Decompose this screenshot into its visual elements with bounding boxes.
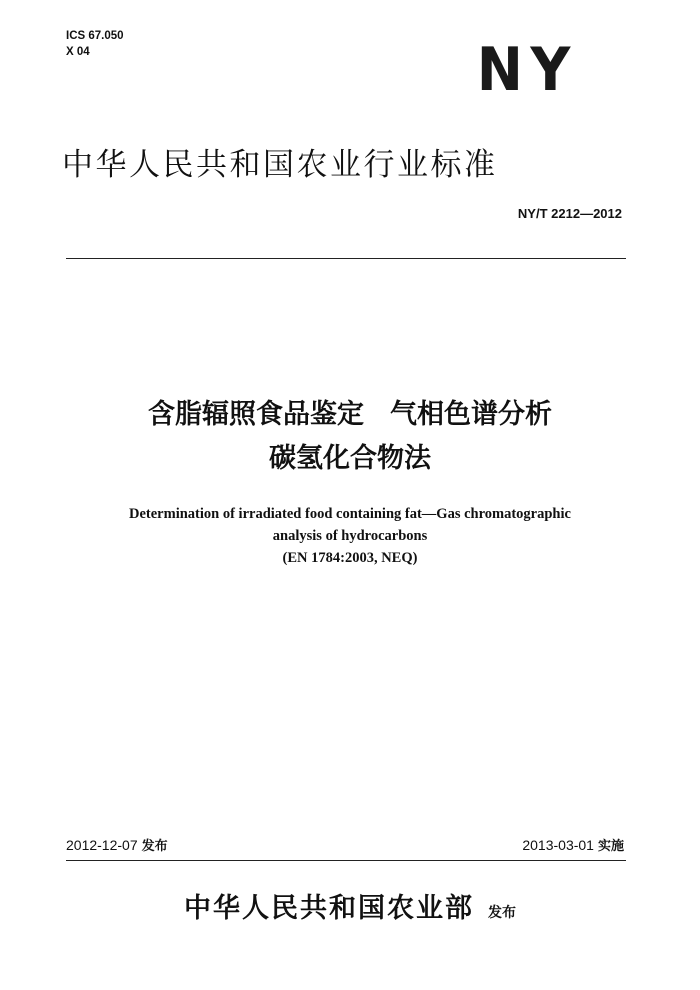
implement-label: 实施 [597,839,624,854]
english-title-line-1: Determination of irradiated food containing fat—Gas chromatographic [129,506,571,522]
issuer-block [0,886,700,925]
issuer-org: 中华人民共和国农业部 [184,893,474,924]
english-title-line-3: (EN 1784:2003, NEQ) [282,550,418,566]
standard-number: NY/T 2212—2012 [517,206,622,221]
english-document-title [0,503,700,569]
issue-date-block [66,835,168,854]
ccs-code: X 04 [66,46,90,58]
issue-label: 发布 [141,839,168,854]
issuer-label: 发布 [488,905,516,921]
issue-date: 2012-12-07 [66,837,138,853]
chinese-title-part-1: 含脂辐照食品鉴定 [148,399,364,430]
standard-title: 中华人民共和国农业行业标准 [62,147,498,183]
ics-code: ICS 67.050 [66,30,124,42]
top-divider [66,258,626,259]
ny-logo: NY [477,35,578,105]
english-title-line-2: analysis of hydrocarbons [272,528,428,544]
implement-date-block [522,835,624,854]
classification-codes [66,28,124,60]
chinese-title-line-1 [0,393,700,437]
chinese-document-title [0,393,700,481]
implement-date: 2013-03-01 [522,837,594,853]
chinese-title-part-2: 气相色谱分析 [390,399,552,430]
chinese-title-line-2: 碳氢化合物法 [269,443,431,474]
bottom-divider [66,860,626,861]
